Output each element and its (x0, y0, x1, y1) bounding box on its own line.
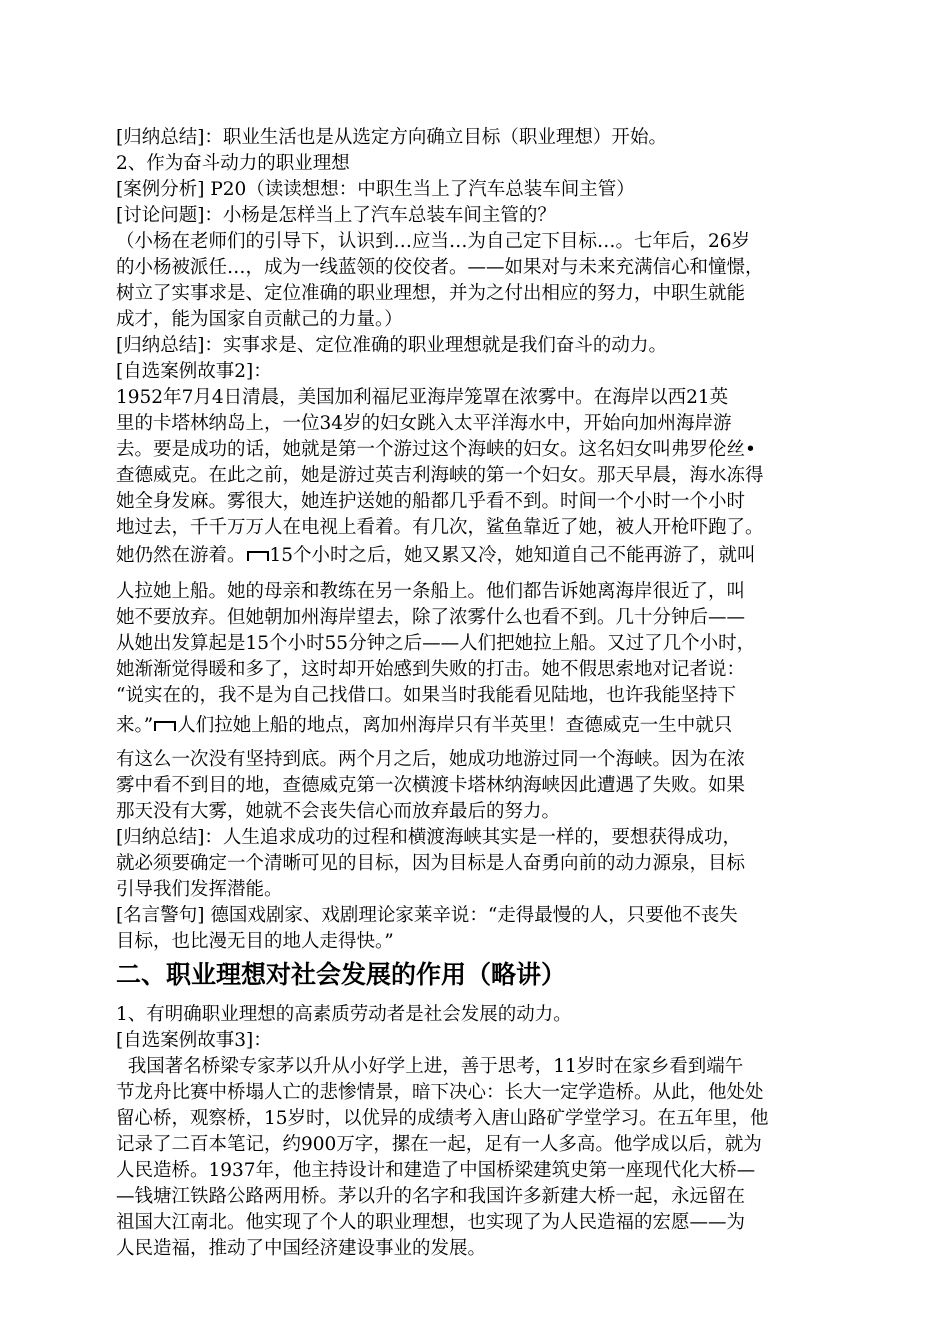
story-label: [自选案例故事2]： (116, 361, 272, 382)
paragraph-line: 查德威克。在此之前，她是游过英吉利海峡的第一个妇女。那天早晨，海水冻得 (116, 465, 764, 486)
paragraph-line: 树立了实事求是、定位准确的职业理想，并为之付出相应的努力，中职生就能 (116, 283, 746, 304)
paragraph-line: 她渐渐觉得暖和多了，这时却开始感到失败的打击。她不假思索地对记者说： (116, 659, 746, 680)
paragraph-line: 雾中看不到目的地，查德威克第一次横渡卡塔林纳海峡因此遭遇了失败。如果 (116, 775, 746, 796)
paragraph-line: 节龙舟比赛中桥塌人亡的悲惨情景，暗下决心：长大一定学造桥。从此，他处处 (116, 1082, 764, 1103)
quote-line: [名言警句] 德国戏剧家、戏剧理论家莱辛说：“走得最慢的人，只要他不丧失 (116, 905, 738, 926)
paragraph-line: 祖国大江南北。他实现了个人的职业理想，也实现了为人民造福的宏愿——为 (116, 1212, 746, 1233)
paragraph-line: 人拉她上船。她的母亲和教练在另一条船上。他们都告诉她离海岸很近了，叫 (116, 581, 746, 602)
paragraph-line (116, 713, 860, 738)
paragraph-line: 地过去，千千万万人在电视上看着。有几次，鲨鱼靠近了她，被人开枪吓跑了。 (116, 517, 764, 538)
paragraph-line: 她不要放弃。但她朝加州海岸望去，除了浓雾什么也看不到。几十分钟后—— (116, 607, 746, 628)
paragraph-line: 人民造桥。1937年，他主持设计和建造了中国桥梁建筑史第一座现代化大桥— (116, 1160, 756, 1181)
paragraph-line: 留心桥，观察桥，15岁时，以优异的成绩考入唐山路矿学堂学习。在五年里，他 (116, 1108, 769, 1129)
section-heading: 二、职业理想对社会发展的作用（略讲） (116, 960, 567, 989)
paragraph-line: 1952年7月4日清晨，美国加利福尼亚海岸笼罩在浓雾中。在海岸以西21英 (116, 387, 729, 408)
insertion-mark-icon (247, 551, 269, 561)
paragraph-line: “说实在的，我不是为自己找借口。如果当时我能看见陆地，也许我能坚持下 (116, 685, 736, 706)
case-analysis-line: [案例分析] P20（读读想想：中职生当上了汽车总装车间主管） (116, 179, 635, 200)
paragraph-line: 有这么一次没有坚持到底。两个月之后，她成功地游过同一个海峡。因为在浓 (116, 749, 746, 770)
paragraph-line: 就必须要确定一个清晰可见的目标，因为目标是人奋勇向前的动力源泉，目标 (116, 853, 746, 874)
paragraph-line: 里的卡塔林纳岛上，一位34岁的妇女跳入太平洋海水中，开始向加州海岸游 (116, 413, 732, 434)
summary-line: [归纳总结]：实事求是、定位准确的职业理想就是我们奋斗的动力。 (116, 335, 667, 356)
paragraph-line: 的小杨被派任…，成为一线蓝领的佼佼者。——如果对与未来充满信心和憧憬， (116, 257, 764, 278)
text-segment: 15个小时之后，她又累又冷，她知道自己不能再游了，就叫 (269, 545, 756, 566)
text-segment: 来。” (116, 715, 154, 736)
paragraph-line: （小杨在老师们的引导下，认识到…应当…为自己定下目标…。七年后，26岁 (116, 231, 751, 252)
paragraph-line: 人民造福，推动了中国经济建设事业的发展。 (116, 1238, 487, 1259)
paragraph-line: 那天没有大雾，她就不会丧失信心而放弃最后的努力。 (116, 801, 561, 822)
text-segment: 人们拉她上船的地点，离加州海岸只有半英里！查德威克一生中就只 (177, 715, 733, 736)
summary-line: [归纳总结]：职业生活也是从选定方向确立目标（职业理想）开始。 (116, 127, 667, 148)
subheading-1: 1、有明确职业理想的高素质劳动者是社会发展的动力。 (116, 1004, 572, 1025)
paragraph-line: 引导我们发挥潜能。 (116, 879, 283, 900)
quote-line: 目标，也比漫无目的地人走得快。” (116, 931, 394, 952)
story-label: [自选案例故事3]： (116, 1030, 272, 1051)
paragraph-line: 我国著名桥梁专家茅以升从小好学上进，善于思考，11岁时在家乡看到端午 (116, 1056, 744, 1077)
subheading-2: 2、作为奋斗动力的职业理想 (116, 153, 350, 174)
paragraph-line: 从她出发算起是15个小时55分钟之后——人们把她拉上船。又过了几个小时， (116, 633, 756, 654)
paragraph-line: 记录了二百本笔记，约900万字，摞在一起，足有一人多高。他学成以后，就为 (116, 1134, 762, 1155)
text-segment: 她仍然在游着。 (116, 545, 246, 566)
paragraph-line: 去。要是成功的话，她就是第一个游过这个海峡的妇女。这名妇女叫弗罗伦丝• (116, 439, 756, 460)
discussion-question-line: [讨论问题]：小杨是怎样当上了汽车总装车间主管的？ (116, 205, 556, 226)
insertion-mark-icon (154, 721, 176, 731)
paragraph-line: 成才，能为国家自贡献己的力量。） (116, 309, 403, 330)
paragraph-line (116, 543, 860, 568)
paragraph-line: —钱塘江铁路公路两用桥。茅以升的名字和我国许多新建大桥一起，永远留在 (116, 1186, 746, 1207)
summary-line: [归纳总结]：人生追求成功的过程和横渡海峡其实是一样的，要想获得成功， (116, 827, 741, 848)
paragraph-line: 她全身发麻。雾很大，她连护送她的船都几乎看不到。时间一个小时一个小时 (116, 491, 746, 512)
